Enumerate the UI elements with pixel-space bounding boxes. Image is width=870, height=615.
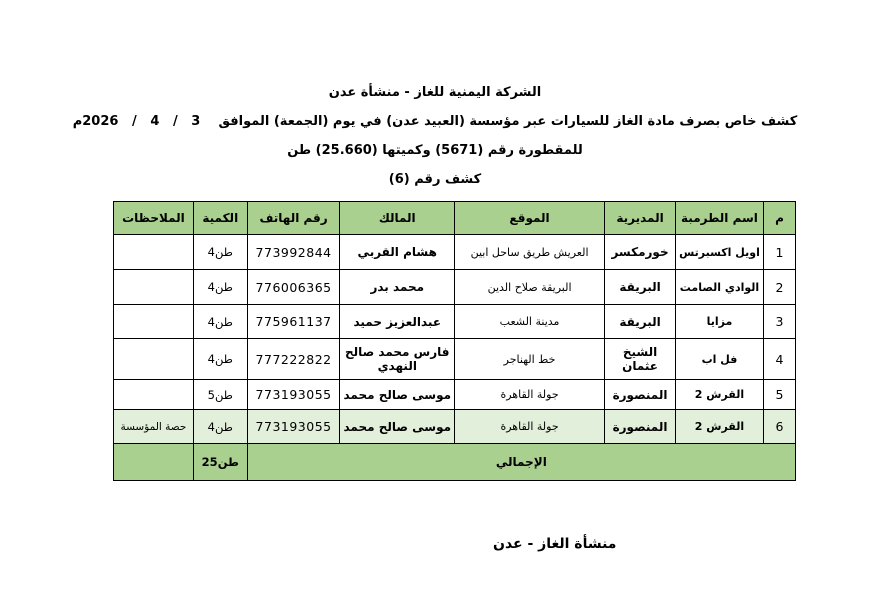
col-header-number: م xyxy=(763,202,795,235)
district: الشيخ عثمان xyxy=(605,339,676,380)
quantity: طن4 xyxy=(193,410,247,444)
total-notes xyxy=(114,444,194,481)
pump-name: اويل اكسبرتس xyxy=(675,235,763,270)
col-header-location: الموقع xyxy=(455,202,605,235)
phone-number: 773193055 xyxy=(247,380,340,410)
district: البريقة xyxy=(605,305,676,339)
notes xyxy=(114,235,194,270)
quantity: طن5 xyxy=(193,380,247,410)
location: جولة القاهرة xyxy=(455,380,605,410)
notes xyxy=(114,380,194,410)
owner: موسى صالح محمد xyxy=(340,380,455,410)
quantity: طن4 xyxy=(193,270,247,305)
owner: عبدالعزيز حميد xyxy=(340,305,455,339)
owner: محمد بدر xyxy=(340,270,455,305)
col-header-owner: المالك xyxy=(340,202,455,235)
pump-name: القرش 2 xyxy=(675,380,763,410)
pump-name: القرش 2 xyxy=(675,410,763,444)
col-header-quantity: الكمية xyxy=(193,202,247,235)
location: العريش طريق ساحل ابين xyxy=(455,235,605,270)
phone-number: 775961137 xyxy=(247,305,340,339)
col-header-phone: رقم الهاتف xyxy=(247,202,340,235)
col-header-notes: الملاحظات xyxy=(114,202,194,235)
pump-name: مزايا xyxy=(675,305,763,339)
location: البريقة صلاح الدين xyxy=(455,270,605,305)
district: البريقة xyxy=(605,270,676,305)
notes xyxy=(114,270,194,305)
row-number: 3 xyxy=(763,305,795,339)
district: خورمكسر xyxy=(605,235,676,270)
district: المنصورة xyxy=(605,380,676,410)
location: مدينة الشعب xyxy=(455,305,605,339)
notes: حصة المؤسسة xyxy=(114,410,194,444)
trailer-info: للمقطورة رقم (5671) وكميتها (25.660) طن xyxy=(287,143,583,158)
col-header-pump-name: اسم الطرمبة xyxy=(675,202,763,235)
pump-name: فل اب xyxy=(675,339,763,380)
phone-number: 777222822 xyxy=(247,339,340,380)
phone-number: 773193055 xyxy=(247,410,340,444)
quantity: طن4 xyxy=(193,339,247,380)
total-quantity: طن25 xyxy=(193,444,247,481)
row-number: 5 xyxy=(763,380,795,410)
location: جولة القاهرة xyxy=(455,410,605,444)
quantity: طن4 xyxy=(193,235,247,270)
notes xyxy=(114,339,194,380)
company-title: الشركة اليمنية للغاز - منشأة عدن xyxy=(328,85,542,100)
table-row xyxy=(114,305,796,339)
phone-number: 773992844 xyxy=(247,235,340,270)
document-header xyxy=(0,0,870,194)
table-row-highlighted xyxy=(114,410,796,444)
row-number: 6 xyxy=(763,410,795,444)
statement-number: كشف رقم (6) xyxy=(388,172,482,187)
location: خط الهناجر xyxy=(455,339,605,380)
table-header-row xyxy=(114,202,796,235)
pump-name: الوادي الصامت xyxy=(675,270,763,305)
col-header-district: المديرية xyxy=(605,202,676,235)
row-number: 2 xyxy=(763,270,795,305)
owner: هشام القربي xyxy=(340,235,455,270)
table-row xyxy=(114,270,796,305)
facility-signature: منشأة الغاز - عدن xyxy=(493,536,617,552)
notes xyxy=(114,305,194,339)
statement-description: كشف خاص بصرف مادة الغاز للسيارات عبر مؤسسة (العبيد عدن) في يوم (الجمعة) الموافق 3 / 4 / 2026م xyxy=(72,114,798,129)
quantity: طن4 xyxy=(193,305,247,339)
owner: فارس محمد صالح النهدي xyxy=(340,339,455,380)
table-row xyxy=(114,339,796,380)
table-row xyxy=(114,380,796,410)
table-row xyxy=(114,235,796,270)
total-row xyxy=(114,444,796,481)
row-number: 4 xyxy=(763,339,795,380)
gas-distribution-table xyxy=(113,201,796,481)
district: المنصورة xyxy=(605,410,676,444)
total-label: الإجمالي xyxy=(247,444,795,481)
row-number: 1 xyxy=(763,235,795,270)
phone-number: 776006365 xyxy=(247,270,340,305)
owner: موسى صالح محمد xyxy=(340,410,455,444)
